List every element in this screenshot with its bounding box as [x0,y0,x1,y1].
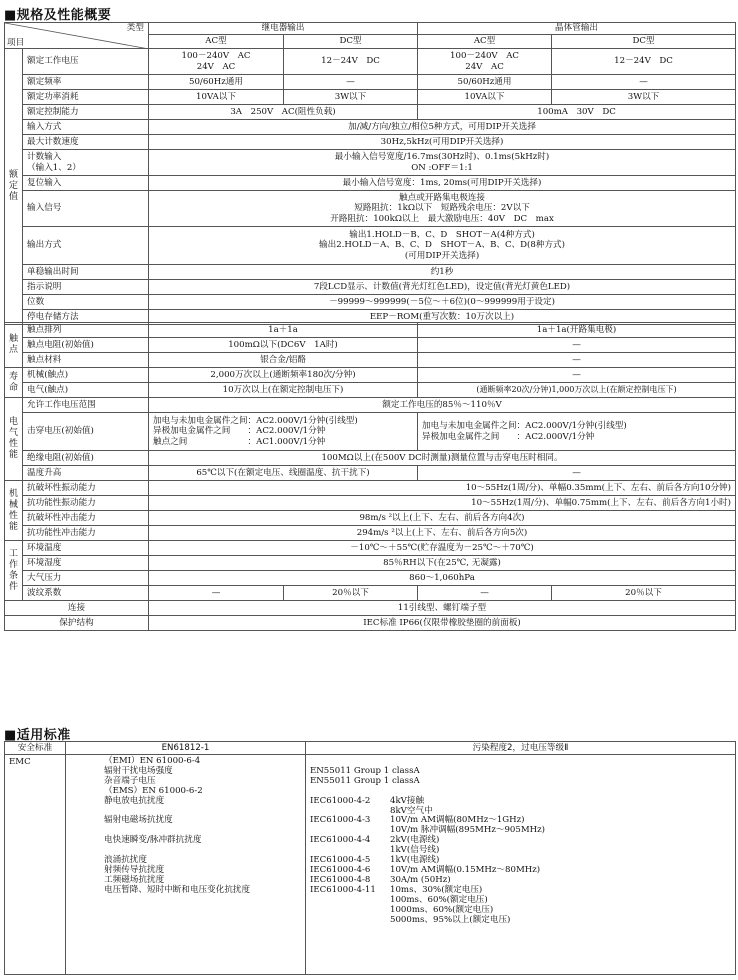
cell: 3W以下 [552,90,736,105]
group-mechanical: 机 械 性 能 [5,481,23,541]
cell: 30Hz,5kHz(可用DIP开关选择) [149,135,736,150]
row-label: 最大计数速度 [23,135,149,150]
cell: — [418,353,736,368]
emc-items: （EMI）EN 61000-6-4 辐射干扰电场强度 杂音端子电压 （EMS）EN 61000-6-2 静电放电抗扰度 辐射电磁场抗扰度 电快速瞬变/脉冲群抗扰度 浪涌抗扰度 射频传导抗扰度 工频磁场抗扰度 电压暂降、短时中断和电压变化抗扰度 [66,755,306,975]
cell: 触点或开路集电极连接 短路阻抗：1kΩ以下 短路残余电压：2V以下 开路阻抗：100kΩ以上 最大激励电压：40V DC max [149,191,736,227]
corner-type-label: 类型 [126,23,144,33]
row-label: 保护结构 [5,616,149,631]
row-label: 计数输入 （输入1、2） [23,150,149,176]
row-label: 大气压力 [23,571,149,586]
row-label: 允许工作电压范围 [23,398,149,413]
cell: 3W以下 [284,90,418,105]
group-contact: 触 点 [5,323,23,368]
cell: — [418,466,736,481]
relay-output-header: 继电器输出 [149,23,418,35]
cell: 3A 250V AC(阻性负载) [149,105,418,120]
cell: －10℃～＋55℃(贮存温度为－25℃～＋70℃) [149,541,736,556]
row-label: 额定工作电压 [23,49,149,75]
cell: 约1秒 [149,265,736,280]
cell: 10～55Hz(1周/分)、单幅0.35mm(上下、左右、前后各方向10分钟) [149,481,736,496]
row-label: 电气(触点) [23,383,149,398]
cell: 10～55Hz(1周/分)、单幅0.75mm(上下、左右、前后各方向1小时) [149,496,736,511]
corner-header [5,23,149,49]
cell: 2,000万次以上(通断频率180次/分钟) [149,368,418,383]
cell: 10VA以下 [418,90,552,105]
row-label: 触点材料 [23,353,149,368]
cell: 银合金/铝酪 [149,353,418,368]
trans-dc-header: DC型 [552,35,736,49]
transistor-output-header: 晶体管输出 [418,23,736,35]
cell: －99999～999999(－5位～＋6位)(0～999999用于设定) [149,295,736,310]
group-rated: 额 定 值 [5,49,23,325]
relay-dc-header: DC型 [284,35,418,49]
cell: 最小输入信号宽度：1ms, 20ms(可用DIP开关选择) [149,176,736,191]
row-label: 触点排列 [23,323,149,338]
row-label: 指示说明 [23,280,149,295]
row-label: 环境湿度 [23,556,149,571]
spec-table-lower [4,322,736,631]
cell: 7段LCD显示、计数值(背光灯红色LED)，设定值(背光灯黄色LED) [149,280,736,295]
cell: 输出1.HOLD－B、C、D SHOT－A(4种方式) 输出2.HOLD－A、B、C、D SHOT－A、B、C、D(8种方式) (可用DIP开关选择) [149,227,736,265]
cell: — [149,586,284,601]
row-label: 温度升高 [23,466,149,481]
spec-section-title: ■规格及性能概要 [4,8,112,23]
cell: 98m/s ²以上(上下、左右、前后各方向4次) [149,511,736,526]
row-label: 绝缘电阻(初始值) [23,451,149,466]
row-label: 额定频率 [23,75,149,90]
cell: 加电与未加电金属件之间：AC2.000V/1分钟(引线型) 异极加电金属件之间 ：AC2.000V/1分钟 [418,413,736,451]
row-label: 单稳输出时间 [23,265,149,280]
relay-ac-header: AC型 [149,35,284,49]
cell: 1a＋1a(开路集电极) [418,323,736,338]
cell: 100mA 30V DC [418,105,736,120]
row-label: 额定功率消耗 [23,90,149,105]
row-label: 输入信号 [23,191,149,227]
cell: — [418,338,736,353]
cell: 10万次以上(在额定控制电压下) [149,383,418,398]
cell: 85％RH以下(在25℃, 无凝露) [149,556,736,571]
cell: 100mΩ以下(DC6V 1A时) [149,338,418,353]
cell: 100－240V AC 24V AC [418,49,552,75]
cell: 加/减/方向/独立/相位5种方式，可用DIP开关选择 [149,120,736,135]
row-label: 波纹系数 [23,586,149,601]
cell: 11引线型、螺钉端子型 [149,601,736,616]
row-label: 复位输入 [23,176,149,191]
row-label: 额定控制能力 [23,105,149,120]
cell: — [284,75,418,90]
corner-item-label: 项目 [7,37,25,48]
cell: — [418,586,552,601]
emc-detail [306,755,736,975]
row-label: 输出方式 [23,227,149,265]
cell: — [418,368,736,383]
cell: 加电与未加电金属件之间：AC2.000V/1分钟(引线型) 异极加电金属件之间 ：AC2.000V/1分钟 触点之间 ：AC1.000V/1分钟 [149,413,418,451]
group-electrical: 电 气 性 能 [5,398,23,481]
group-life: 寿 命 [5,368,23,398]
row-label: 连接 [5,601,149,616]
trans-ac-header: AC型 [418,35,552,49]
cell: (通断频率20次/分钟)1,000万次以上(在额定控制电压下) [418,383,736,398]
cell: 20％以下 [552,586,736,601]
cell: 20％以下 [284,586,418,601]
row-label: 环境温度 [23,541,149,556]
row-label: 机械(触点) [23,368,149,383]
safety-note: 污染程度2，过电压等级Ⅱ [306,742,736,755]
row-label: 停电存储方法 [23,310,149,325]
cell: 12－24V DC [552,49,736,75]
row-label: 输入方式 [23,120,149,135]
group-environment: 工 作 条 件 [5,541,23,601]
row-label: 抗功能性振动能力 [23,496,149,511]
cell: IEC标准 IP66(仅限带橡胶垫圈的前面板) [149,616,736,631]
cell: 额定工作电压的85％～110％V [149,398,736,413]
row-label: 抗破坏性冲击能力 [23,511,149,526]
cell: 10VA以下 [149,90,284,105]
cell: EEP－ROM(重写次数：10万次以上) [149,310,736,325]
cell: 50/60Hz通用 [418,75,552,90]
cell: 100MΩ以上(在500V DC时测量)测量位置与击穿电压时相同。 [149,451,736,466]
row-label: 触点电阻(初始值) [23,338,149,353]
cell: 12－24V DC [284,49,418,75]
safety-label: 安全标准 [5,742,66,755]
cell: 50/60Hz通用 [149,75,284,90]
row-label: 抗破坏性振动能力 [23,481,149,496]
cell: 294m/s ²以上(上下、左右、前后各方向5次) [149,526,736,541]
cell: 100－240V AC 24V AC [149,49,284,75]
cell: 860～1,060hPa [149,571,736,586]
cell: 1a＋1a [149,323,418,338]
emc-values: 4kV接触 8kV空气中 10V/m AM调幅(80MHz～1GHz) 10V/m 脉冲调幅(895MHz～905MHz) 2kV(电源线) 1kV(信号线) 1kV(电源线) 10V/m AM调幅(0.15MHz～80MHz) 30A/m (50Hz) 10ms、30%(额定电压) 100ms、60%(额定电压) 1000ms、60%(额定电压) 5000ms、95%以上(额定电压) [390,795,546,925]
spec-table [4,22,736,325]
cell: 65℃以下(在额定电压、线圈温度、抗干扰下) [149,466,418,481]
safety-standard: EN61812-1 [66,742,306,755]
standards-table [4,741,736,975]
emc-codes: EN55011 Group 1 classA EN55011 Group 1 classA IEC61000-4-2 IEC61000-4-3 IEC61000-4-4 IEC61000-4-5 IEC61000-4-6 IEC61000-4-8 IEC61000-4-11 [310,765,420,895]
emc-label: EMC [5,755,66,975]
standards-section-title: ■适用标准 [4,728,71,743]
cell: 最小输入信号宽度/16.7ms(30Hz时)、0.1ms(5kHz时) ON :OFF＝1:1 [149,150,736,176]
row-label: 击穿电压(初始值) [23,413,149,451]
row-label: 位数 [23,295,149,310]
row-label: 抗功能性冲击能力 [23,526,149,541]
cell: — [552,75,736,90]
